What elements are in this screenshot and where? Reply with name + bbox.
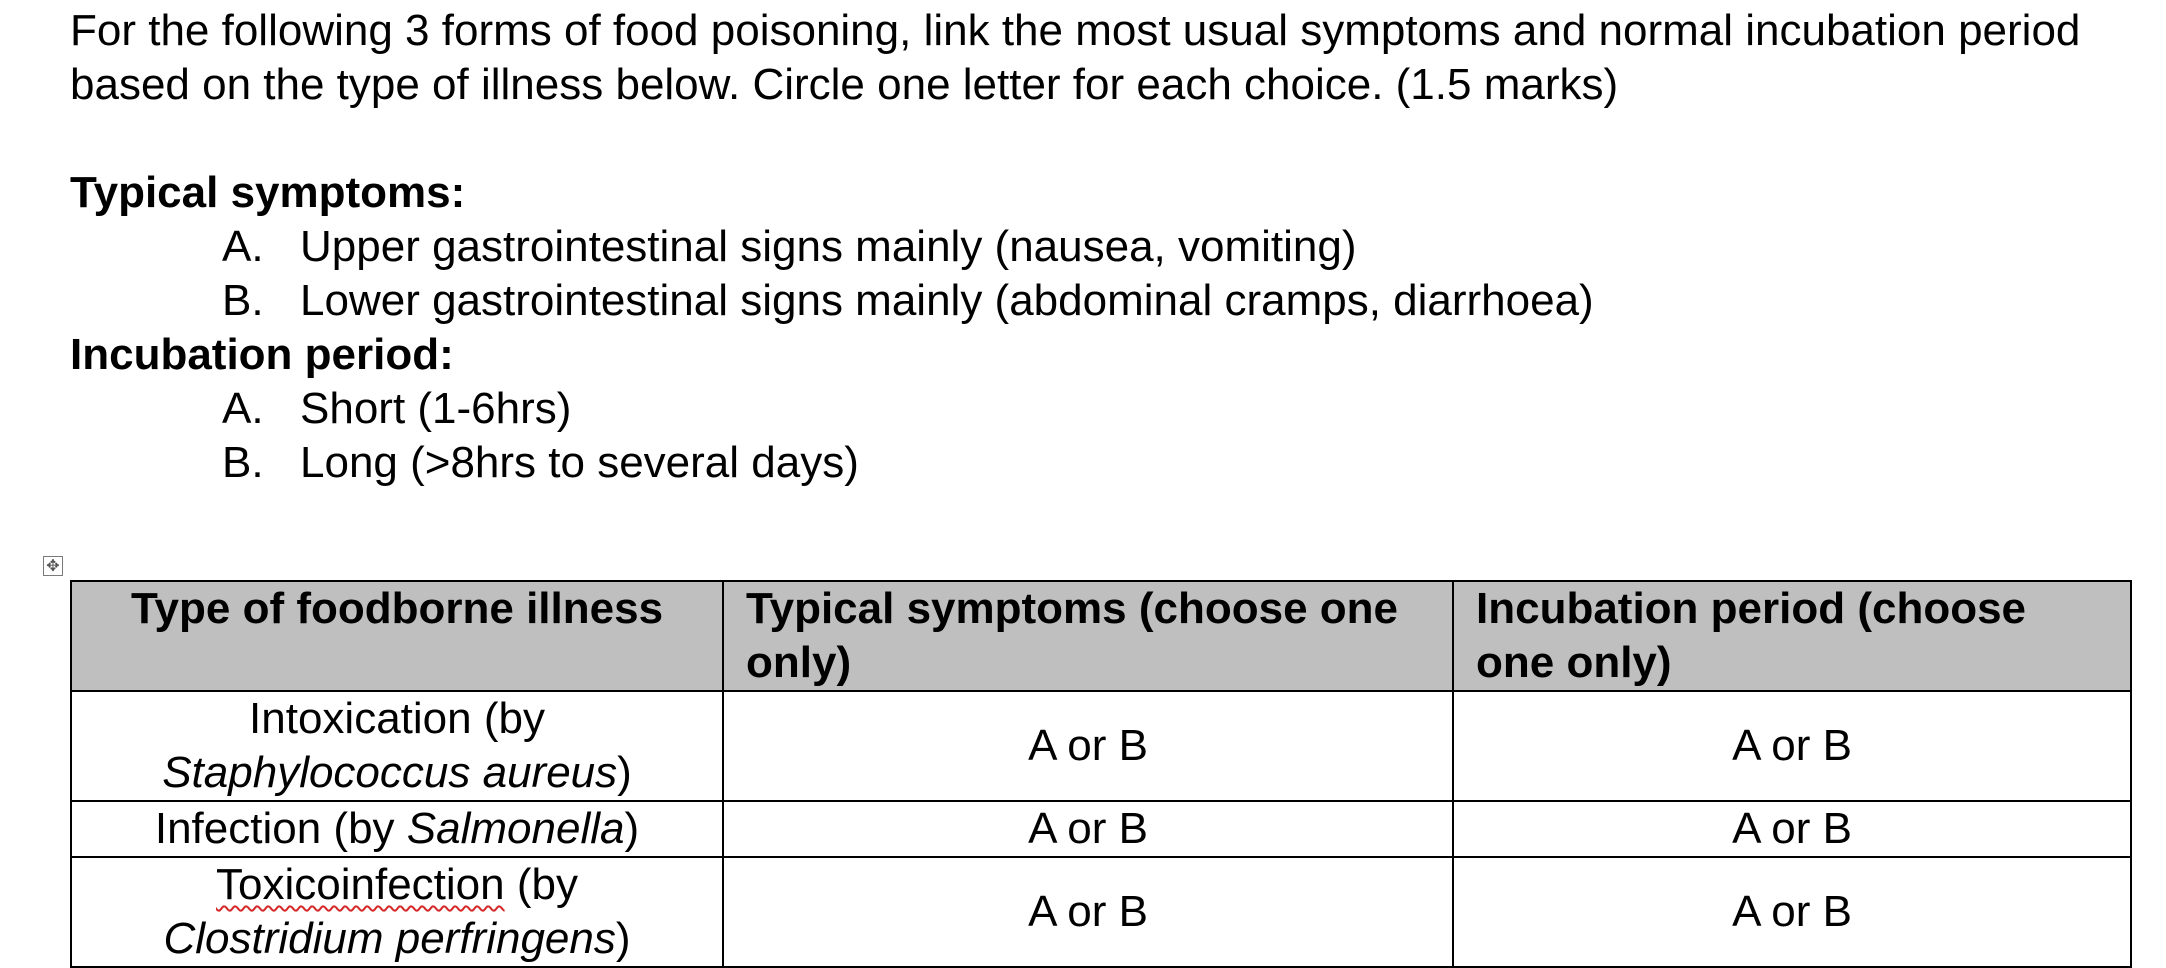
organism-name: Staphylococcus aureus: [162, 748, 618, 797]
option-text: Short (1-6hrs): [300, 384, 572, 433]
header-illness-type: Type of foodborne illness: [71, 581, 723, 691]
table-row: [71, 857, 2131, 967]
incubation-choice-cell[interactable]: A or B: [1453, 801, 2131, 857]
table-header-row: [71, 581, 2131, 691]
organism-name: Clostridium perfringens: [163, 914, 616, 963]
illness-suffix: ): [615, 914, 631, 963]
option-letter: A.: [222, 222, 264, 271]
illness-label: (by: [504, 860, 578, 909]
header-typical-symptoms: Typical symptoms (choose one only): [723, 581, 1453, 691]
symptom-option-b: [222, 274, 1594, 328]
move-arrows-icon[interactable]: ✥: [43, 556, 63, 576]
illness-suffix: ): [617, 748, 632, 797]
illness-suffix: ): [624, 804, 640, 853]
table-row: [71, 691, 2131, 801]
illness-cell: [71, 691, 723, 801]
instructions-text: For the following 3 forms of food poisoning, link the most usual symptoms and normal incubation period based on the type of illness below. Circle one letter for each choice. (1.5 marks): [70, 6, 2081, 109]
incubation-heading: Incubation period:: [70, 330, 454, 379]
option-letter: B.: [222, 438, 264, 487]
illness-cell: [71, 857, 723, 967]
organism-name: Salmonella: [406, 804, 625, 853]
illness-cell: [71, 801, 723, 857]
symptom-choice-cell[interactable]: A or B: [723, 801, 1453, 857]
option-text: Long (>8hrs to several days): [300, 438, 859, 487]
option-text: Lower gastrointestinal signs mainly (abdominal cramps, diarrhoea): [300, 276, 1594, 325]
illness-label: Infection (by: [154, 804, 395, 853]
symptoms-heading: Typical symptoms:: [70, 168, 466, 217]
header-incubation-period: Incubation period (choose one only): [1453, 581, 2131, 691]
option-letter: A.: [222, 384, 264, 433]
table-row: [71, 801, 2131, 857]
misspelled-word: Toxicoinfection: [216, 860, 505, 909]
incubation-option-a: [222, 382, 571, 436]
symptom-option-a: [222, 220, 1357, 274]
illness-label: Intoxication (by: [249, 694, 545, 743]
symptom-choice-cell[interactable]: A or B: [723, 691, 1453, 801]
option-text: Upper gastrointestinal signs mainly (nausea, vomiting): [300, 222, 1357, 271]
incubation-choice-cell[interactable]: A or B: [1453, 691, 2131, 801]
incubation-choice-cell[interactable]: A or B: [1453, 857, 2131, 967]
incubation-option-b: [222, 436, 859, 490]
option-letter: B.: [222, 276, 264, 325]
illness-table: [70, 580, 2132, 968]
symptom-choice-cell[interactable]: A or B: [723, 857, 1453, 967]
